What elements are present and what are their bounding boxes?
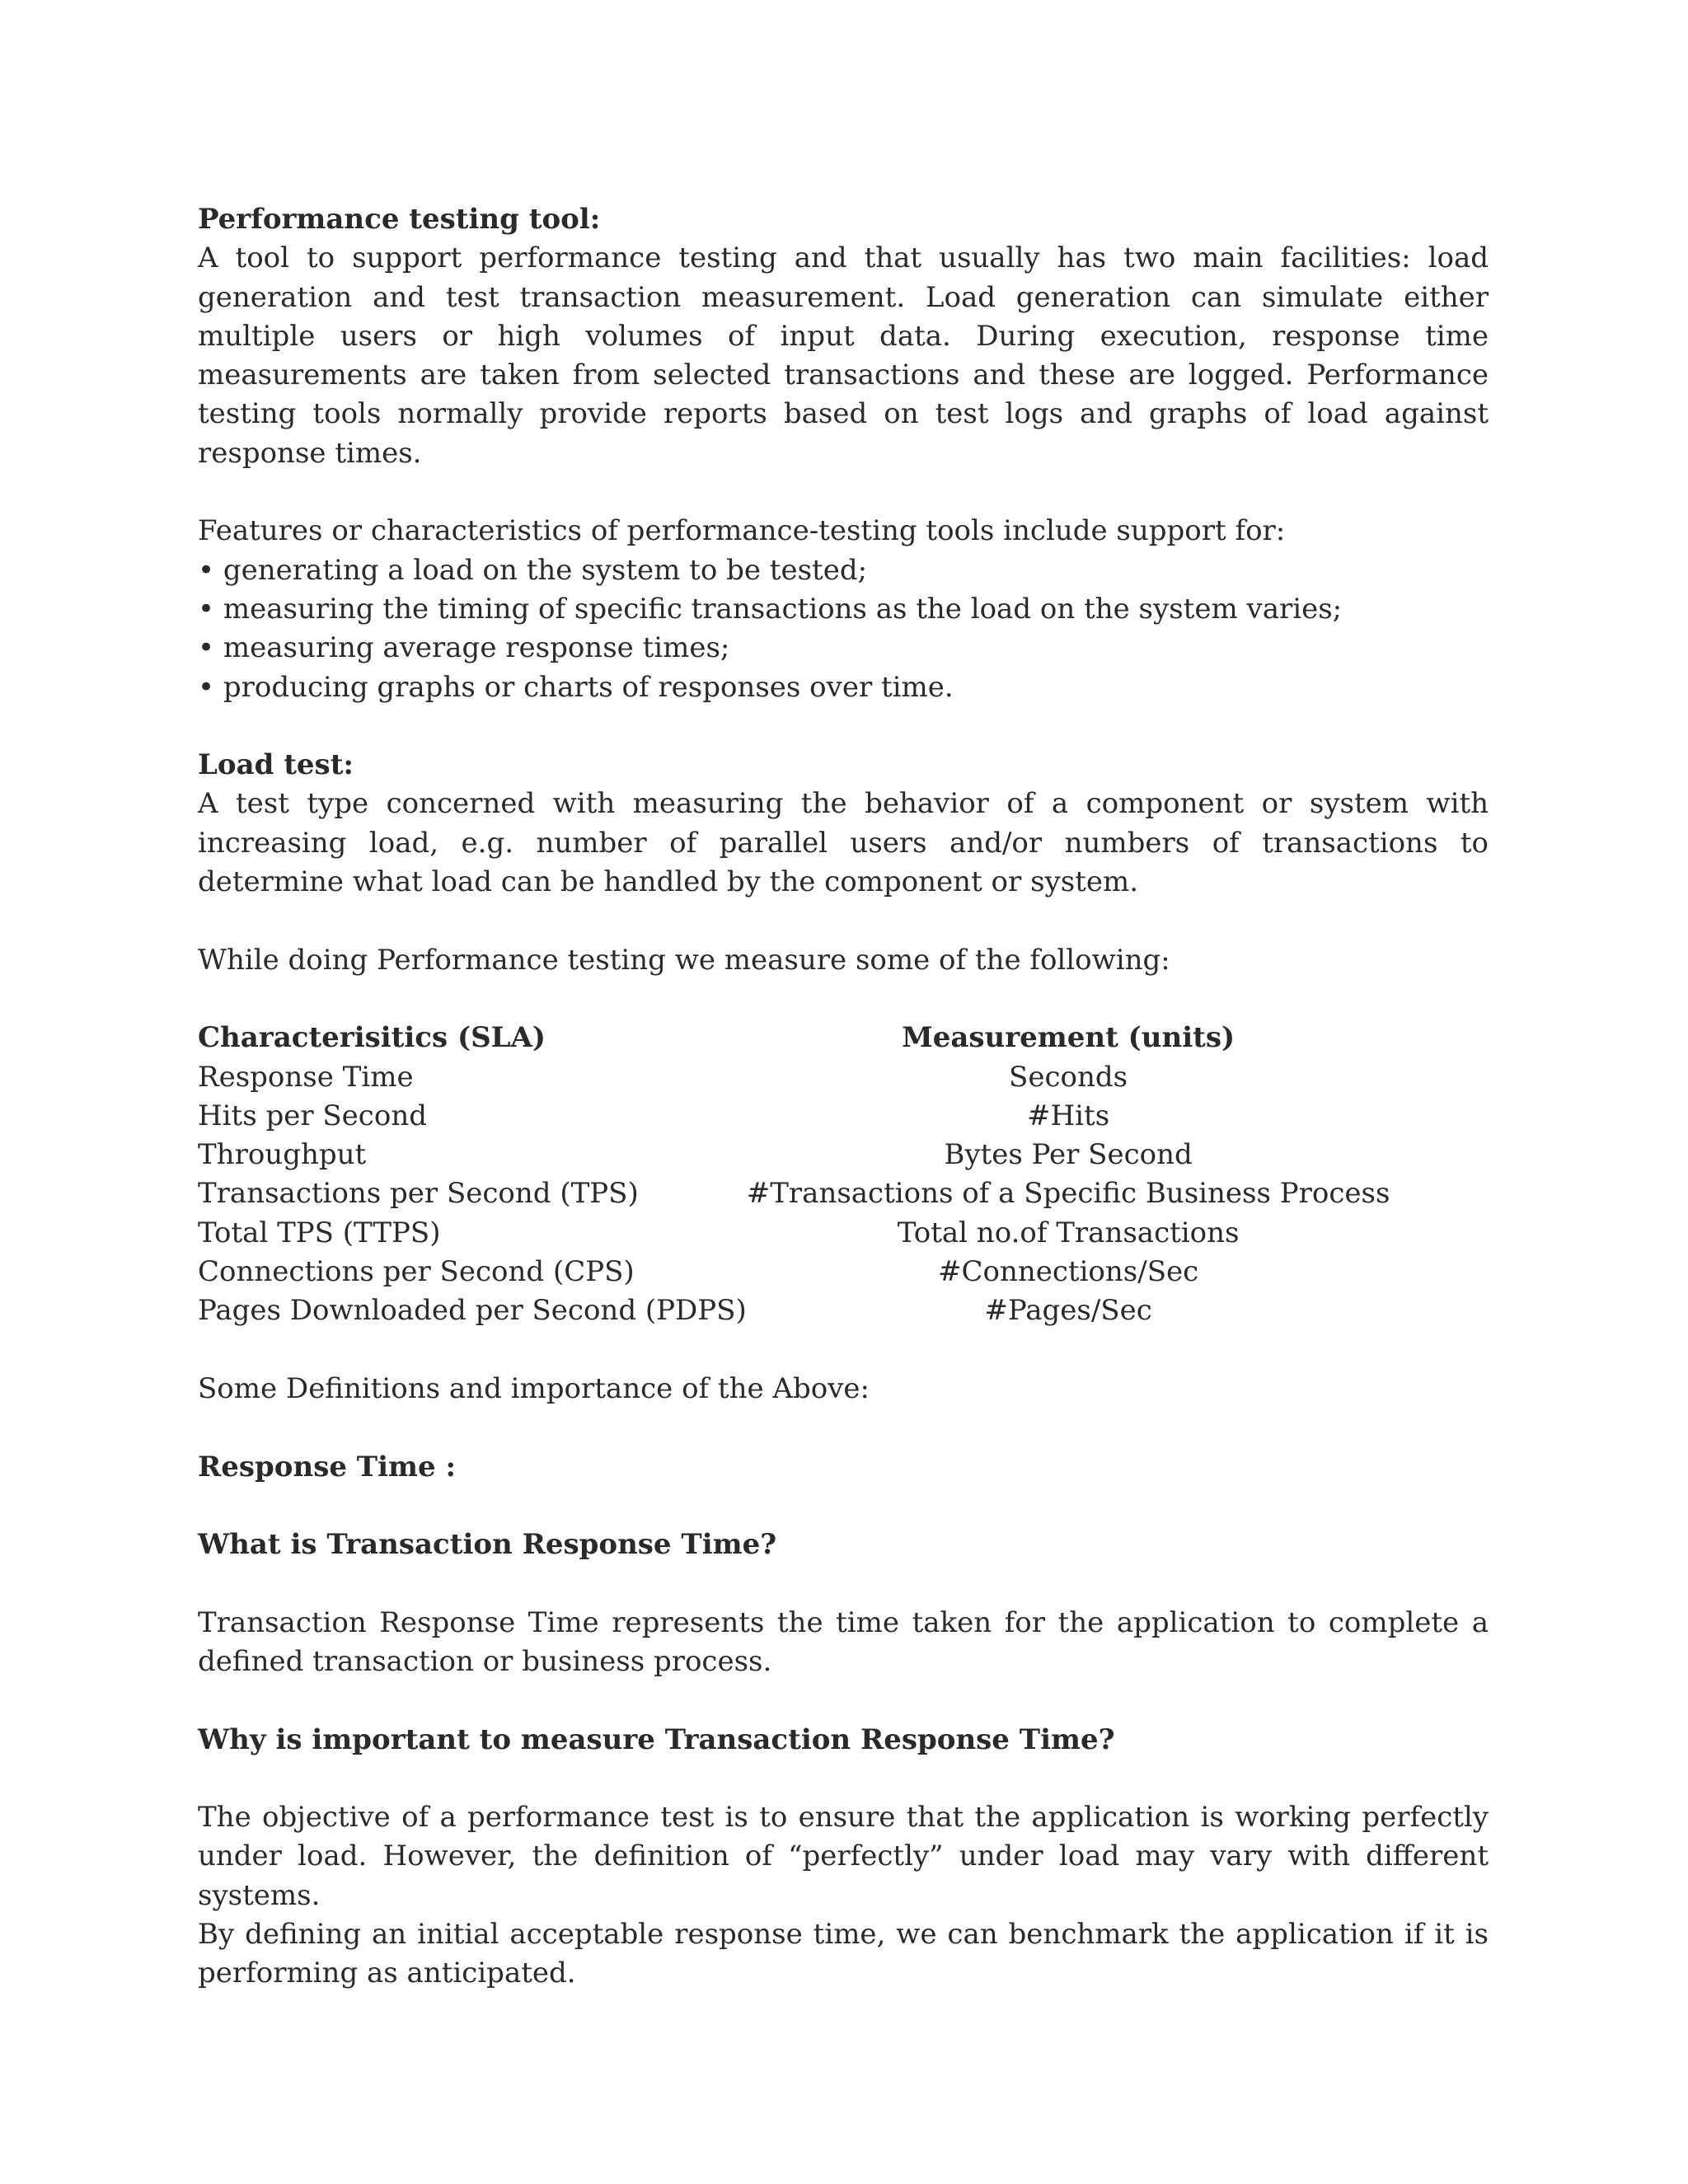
table-cell: Transactions per Second (TPS) <box>198 1177 639 1211</box>
features-list <box>198 551 1489 707</box>
feature-item: • producing graphs or charts of responses over time. <box>198 670 954 704</box>
why-heading: Why is important to measure Transaction Response Time? <box>198 1722 1115 1756</box>
table-cell: #Pages/Sec <box>984 1294 1152 1328</box>
spacer <box>198 980 1489 1019</box>
table-cell: Total no.of Transactions <box>897 1216 1240 1249</box>
features-intro: Features or characteristics of performance-testing tools include support for: <box>198 514 1286 548</box>
what-is-paragraph: Transaction Response Time represents the time taken for the application to complete a defined transaction or business process. <box>198 1605 1489 1678</box>
spacer <box>198 1408 1489 1447</box>
table-cell: #Hits <box>1027 1099 1110 1132</box>
measure-intro: While doing Performance testing we measure some of the following: <box>198 943 1170 977</box>
column-header-characteristics: Characterisitics (SLA) <box>198 1021 546 1055</box>
table-cell: Pages Downloaded per Second (PDPS) <box>198 1294 747 1328</box>
load-test-heading: Load test: <box>198 748 354 782</box>
table-row <box>198 1291 1390 1330</box>
feature-item: • generating a load on the system to be tested; <box>198 553 868 587</box>
table-cell: Throughput <box>198 1138 367 1172</box>
table-cell: Connections per Second (CPS) <box>198 1255 635 1289</box>
table-cell: Response Time <box>198 1060 414 1094</box>
feature-item: • measuring the timing of specific transactions as the load on the system varies; <box>198 592 1343 626</box>
table-row <box>198 1136 1390 1174</box>
table-row <box>198 1214 1390 1253</box>
sla-table <box>198 1019 1390 1330</box>
spacer <box>198 1487 1489 1526</box>
why-paragraph-2: By defining an initial acceptable response time, we can benchmark the application if it is performing as anticipated. <box>198 1918 1489 1990</box>
why-paragraph-1: The objective of a performance test is to ensure that the application is working perfectly under load. However, the definition of “perfectly” under load may vary with different systems. <box>198 1801 1489 1912</box>
perf-tool-heading: Performance testing tool: <box>198 203 601 236</box>
feature-item: • measuring average response times; <box>198 631 730 665</box>
table-cell: Bytes Per Second <box>944 1138 1193 1172</box>
response-time-heading: Response Time : <box>198 1450 457 1483</box>
load-test-paragraph: A test type concerned with measuring the behavior of a component or system with increasing load, e.g. number of parallel users and/or numbers of transactions to determine what load can be handled by the component or system. <box>198 787 1489 899</box>
table-cell: #Transactions of a Specific Business Process <box>746 1177 1390 1211</box>
table-header-row <box>198 1019 1390 1057</box>
spacer <box>198 1760 1489 1798</box>
spacer <box>198 707 1489 746</box>
what-is-heading: What is Transaction Response Time? <box>198 1528 777 1562</box>
table-cell: #Connections/Sec <box>937 1255 1199 1289</box>
table-row <box>198 1174 1390 1213</box>
spacer <box>198 473 1489 512</box>
spacer <box>198 1564 1489 1603</box>
perf-tool-paragraph: A tool to support performance testing and that usually has two main facilities: load generation and test transaction measurement. Load generation can simulate either multiple users or high volumes of input data. During execution, response time measurements are taken from selected transactions and these are logged. Performance testing tools normally provide reports based on test logs and graphs of load against response times. <box>198 241 1489 470</box>
spacer <box>198 902 1489 940</box>
definitions-intro: Some Definitions and importance of the Above: <box>198 1371 870 1405</box>
spacer <box>198 1331 1489 1370</box>
column-header-measurement: Measurement (units) <box>902 1021 1236 1055</box>
spacer <box>198 1681 1489 1720</box>
table-row <box>198 1058 1390 1097</box>
table-cell: Hits per Second <box>198 1099 427 1132</box>
table-cell: Seconds <box>1009 1060 1128 1094</box>
table-cell: Total TPS (TTPS) <box>198 1216 441 1249</box>
table-row <box>198 1097 1390 1136</box>
table-row <box>198 1253 1390 1291</box>
document-page <box>198 200 1489 1994</box>
